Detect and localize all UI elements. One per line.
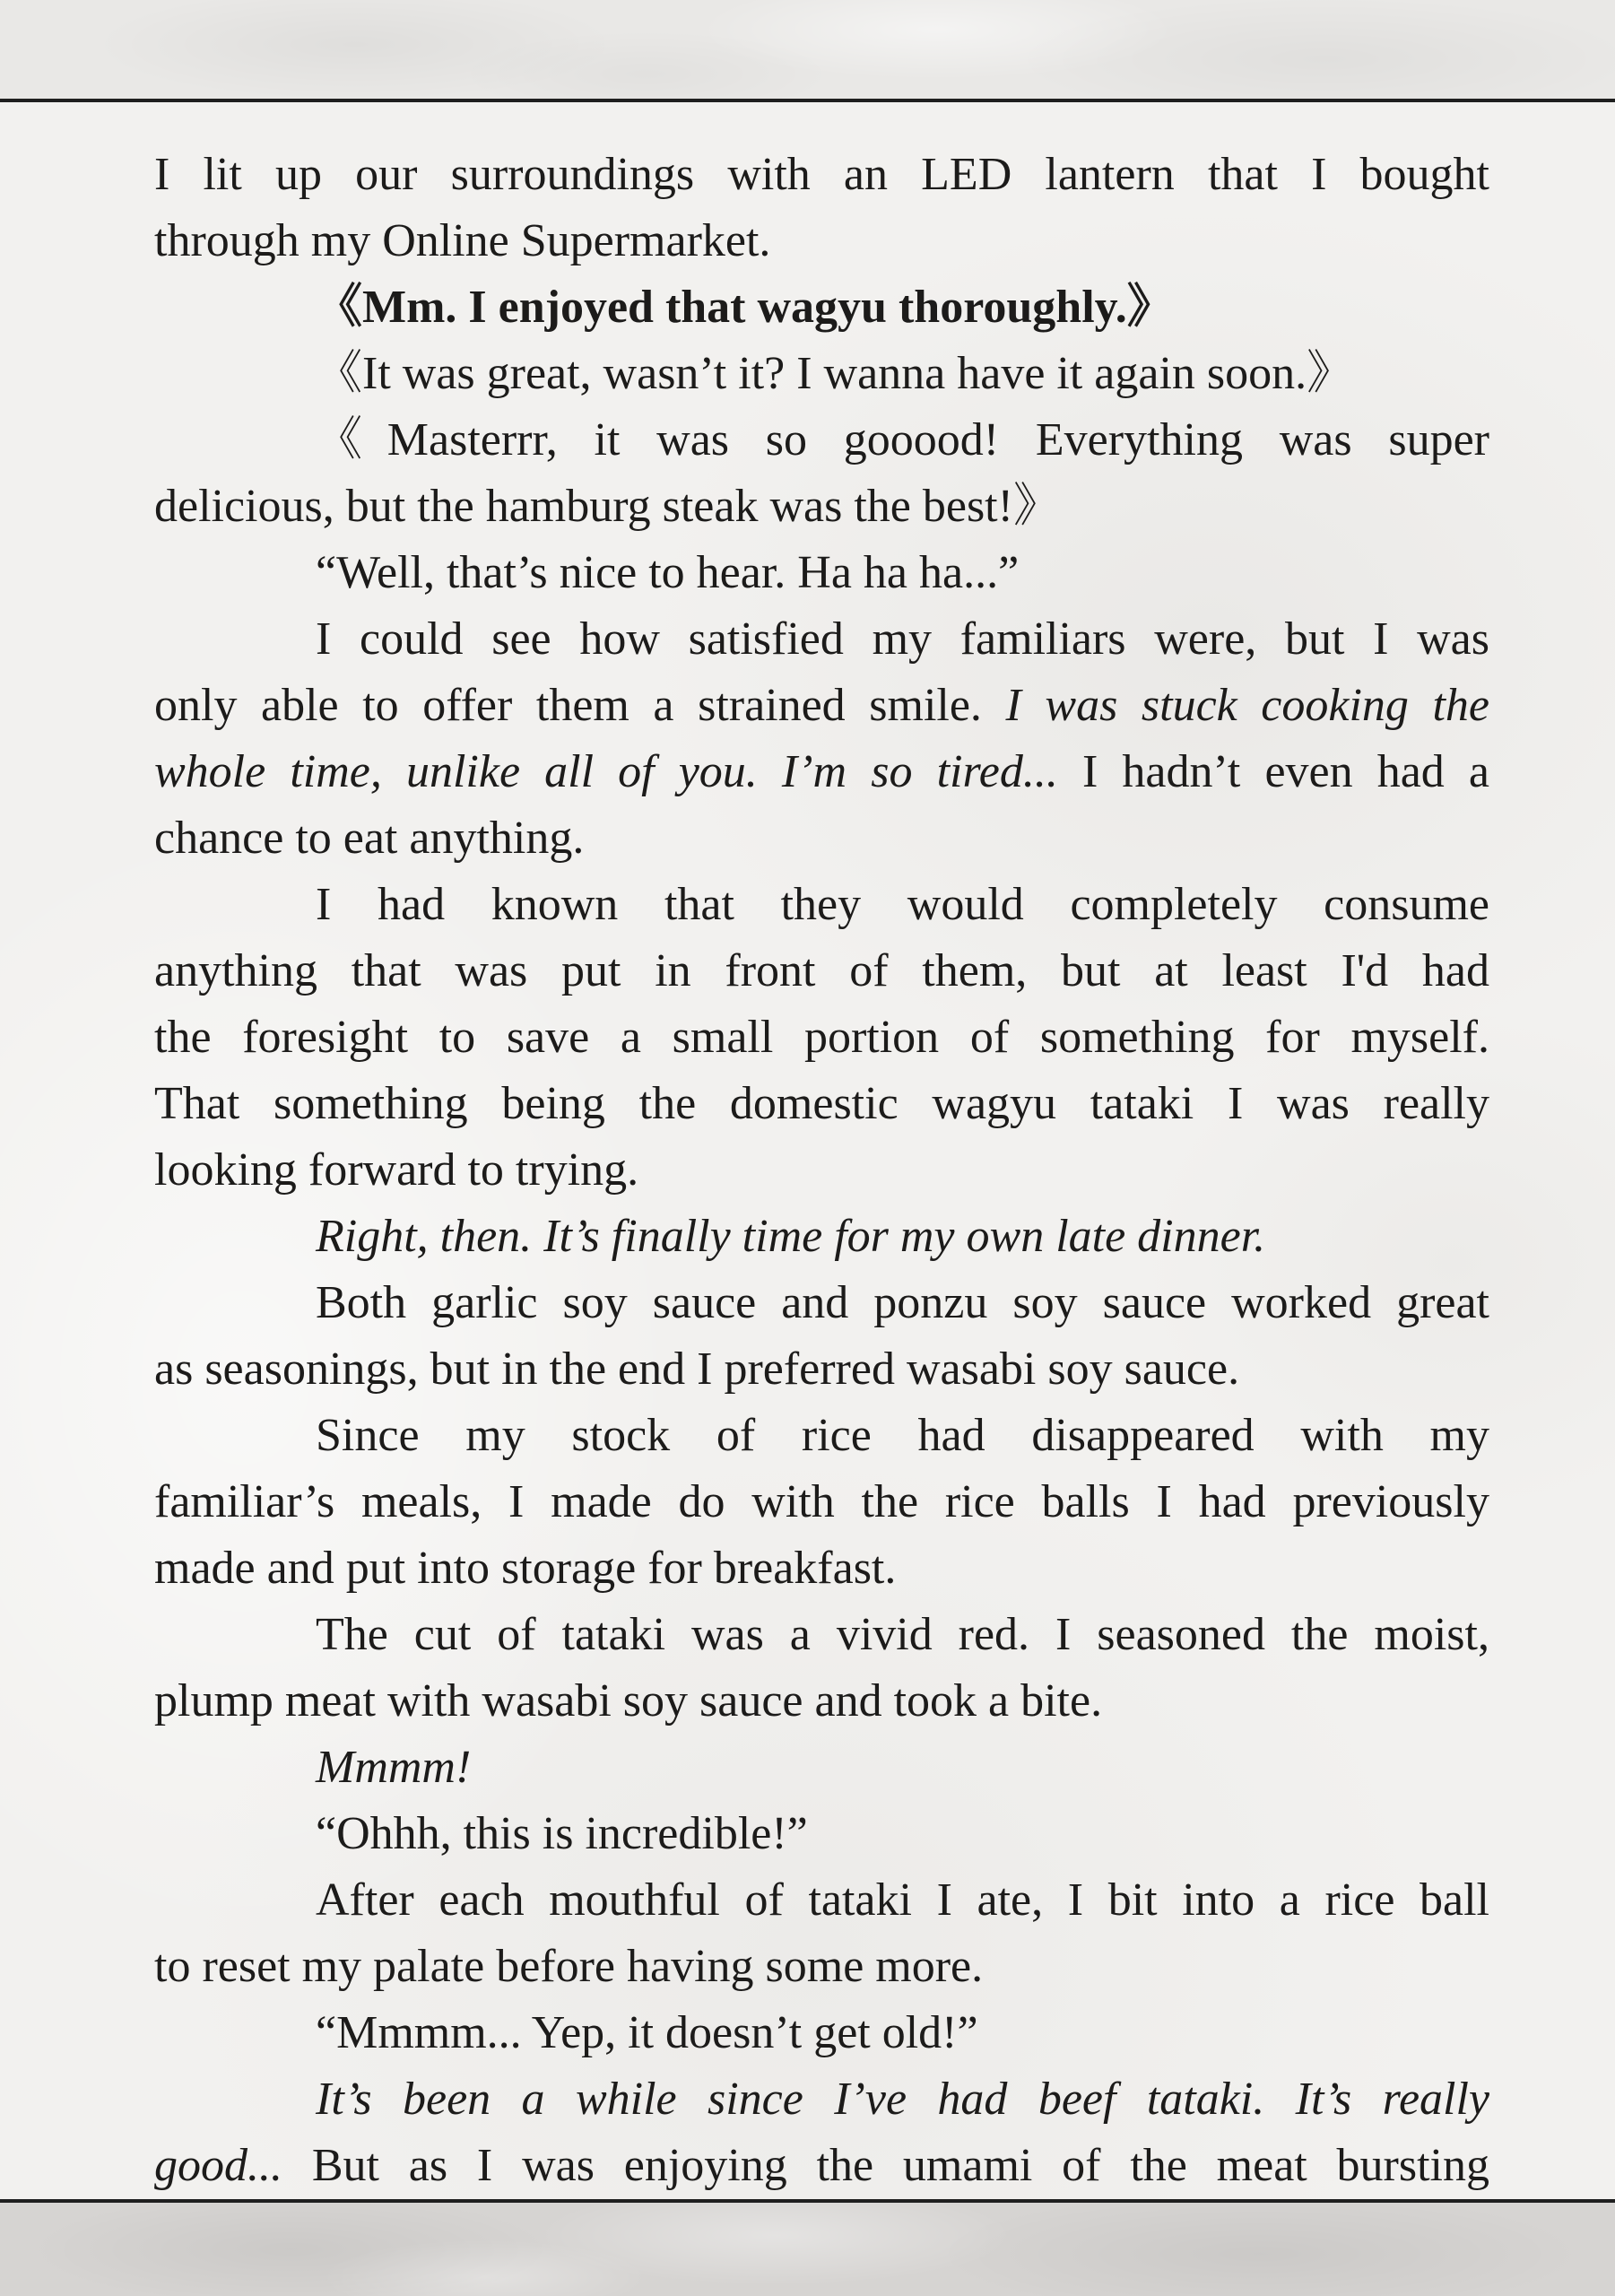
text-line xyxy=(154,938,1489,1004)
text-segment: made and put into storage for breakfast. xyxy=(154,1543,897,1594)
text-line xyxy=(154,2133,1489,2199)
paragraph-4 xyxy=(154,407,1489,540)
paragraph-3 xyxy=(154,341,1489,407)
text-line xyxy=(154,474,1489,540)
text-segment: only able to offer them a strained smile. xyxy=(154,680,1006,731)
text-line xyxy=(154,341,1489,407)
paragraph-16 xyxy=(154,2066,1489,2199)
text-line xyxy=(154,1867,1489,1934)
paragraph-8 xyxy=(154,1204,1489,1270)
text-segment-italic: I was stuck cooking the xyxy=(1005,680,1489,731)
text-line xyxy=(154,274,1489,341)
page-bottom-margin-band xyxy=(0,2203,1615,2296)
text-segment: I hadn’t even had a xyxy=(1057,746,1489,797)
paragraph-9 xyxy=(154,1270,1489,1403)
text-line xyxy=(154,2066,1489,2133)
text-segment-italic: Right, then. It’s finally time for my own late dinner. xyxy=(316,1211,1266,1262)
text-segment: as seasonings, but in the end I preferred wasabi soy sauce. xyxy=(154,1344,1240,1395)
text-segment: “Well, that’s nice to hear. Ha ha ha...” xyxy=(316,547,1020,598)
text-segment: “Ohhh, this is incredible!” xyxy=(316,1808,808,1859)
paragraph-15 xyxy=(154,2000,1489,2066)
text-segment-italic: Mmmm! xyxy=(316,1742,472,1793)
text-segment: to reset my palate before having some more. xyxy=(154,1941,984,1992)
text-line xyxy=(154,1004,1489,1071)
text-line xyxy=(154,1735,1489,1801)
page-top-margin-band xyxy=(0,0,1615,99)
text-segment: The cut of tataki was a vivid red. I seasoned the moist, xyxy=(316,1609,1489,1660)
text-line xyxy=(154,1403,1489,1469)
text-line xyxy=(154,1602,1489,1668)
text-line xyxy=(154,606,1489,673)
page-text-body xyxy=(0,102,1615,2199)
text-segment: through my Online Supermarket. xyxy=(154,215,771,266)
text-segment-italic: whole time, unlike all of you. I’m so tired... xyxy=(154,746,1058,797)
text-line xyxy=(154,142,1489,208)
paragraph-12 xyxy=(154,1735,1489,1801)
paragraph-2 xyxy=(154,274,1489,341)
paragraph-7 xyxy=(154,872,1489,1204)
text-line xyxy=(154,1668,1489,1735)
paragraph-14 xyxy=(154,1867,1489,2000)
text-segment: I lit up our surroundings with an LED lantern that I bought xyxy=(154,149,1489,200)
text-segment: familiar’s meals, I made do with the rice balls I had previously xyxy=(154,1476,1489,1527)
text-segment: plump meat with wasabi soy sauce and took a bite. xyxy=(154,1675,1103,1726)
text-line xyxy=(154,1801,1489,1867)
text-line xyxy=(154,208,1489,274)
text-line xyxy=(154,1270,1489,1336)
paragraph-11 xyxy=(154,1602,1489,1735)
text-segment: looking forward to trying. xyxy=(154,1144,639,1196)
text-segment: delicious, but the hamburg steak was the best!》 xyxy=(154,481,1060,532)
text-segment: I could see how satisfied my familiars were, but I was xyxy=(316,613,1489,665)
paragraph-10 xyxy=(154,1403,1489,1602)
text-segment: chance to eat anything. xyxy=(154,813,585,864)
text-segment: I had known that they would completely consume xyxy=(316,879,1489,930)
text-line xyxy=(154,1336,1489,1403)
paragraph-13 xyxy=(154,1801,1489,1867)
text-line xyxy=(154,1469,1489,1535)
text-segment: anything that was put in front of them, but at least I'd had xyxy=(154,945,1489,996)
paragraph-5 xyxy=(154,540,1489,606)
text-segment-italic: good... xyxy=(154,2140,282,2191)
paragraph-6 xyxy=(154,606,1489,872)
text-line xyxy=(154,1071,1489,1137)
paragraph-1 xyxy=(154,142,1489,274)
text-line xyxy=(154,739,1489,805)
text-line xyxy=(154,2000,1489,2066)
text-line xyxy=(154,540,1489,606)
text-line xyxy=(154,805,1489,872)
text-segment: But as I was enjoying the umami of the meat bursting xyxy=(282,2140,1489,2191)
text-line xyxy=(154,872,1489,938)
text-segment: 《Masterrr, it was so gooood! Everything was super xyxy=(316,414,1489,465)
text-line xyxy=(154,1934,1489,2000)
text-segment: That something being the domestic wagyu tataki I was really xyxy=(154,1078,1489,1129)
text-segment: Since my stock of rice had disappeared with my xyxy=(316,1410,1489,1461)
text-segment: After each mouthful of tataki I ate, I bit into a rice ball xyxy=(316,1874,1489,1926)
text-segment: “Mmmm... Yep, it doesn’t get old!” xyxy=(316,2007,978,2058)
text-line xyxy=(154,1204,1489,1270)
text-segment-italic: It’s been a while since I’ve had beef tataki. It’s really xyxy=(316,2074,1489,2125)
text-line xyxy=(154,1535,1489,1602)
text-line xyxy=(154,1137,1489,1204)
text-line xyxy=(154,673,1489,739)
text-segment: Both garlic soy sauce and ponzu soy sauce worked great xyxy=(316,1277,1489,1328)
text-segment: 《It was great, wasn’t it? I wanna have it again soon.》 xyxy=(316,348,1354,399)
text-segment-bold: 《Mm. I enjoyed that wagyu thoroughly.》 xyxy=(316,282,1174,333)
text-segment: the foresight to save a small portion of something for myself. xyxy=(154,1012,1489,1063)
text-line xyxy=(154,407,1489,474)
